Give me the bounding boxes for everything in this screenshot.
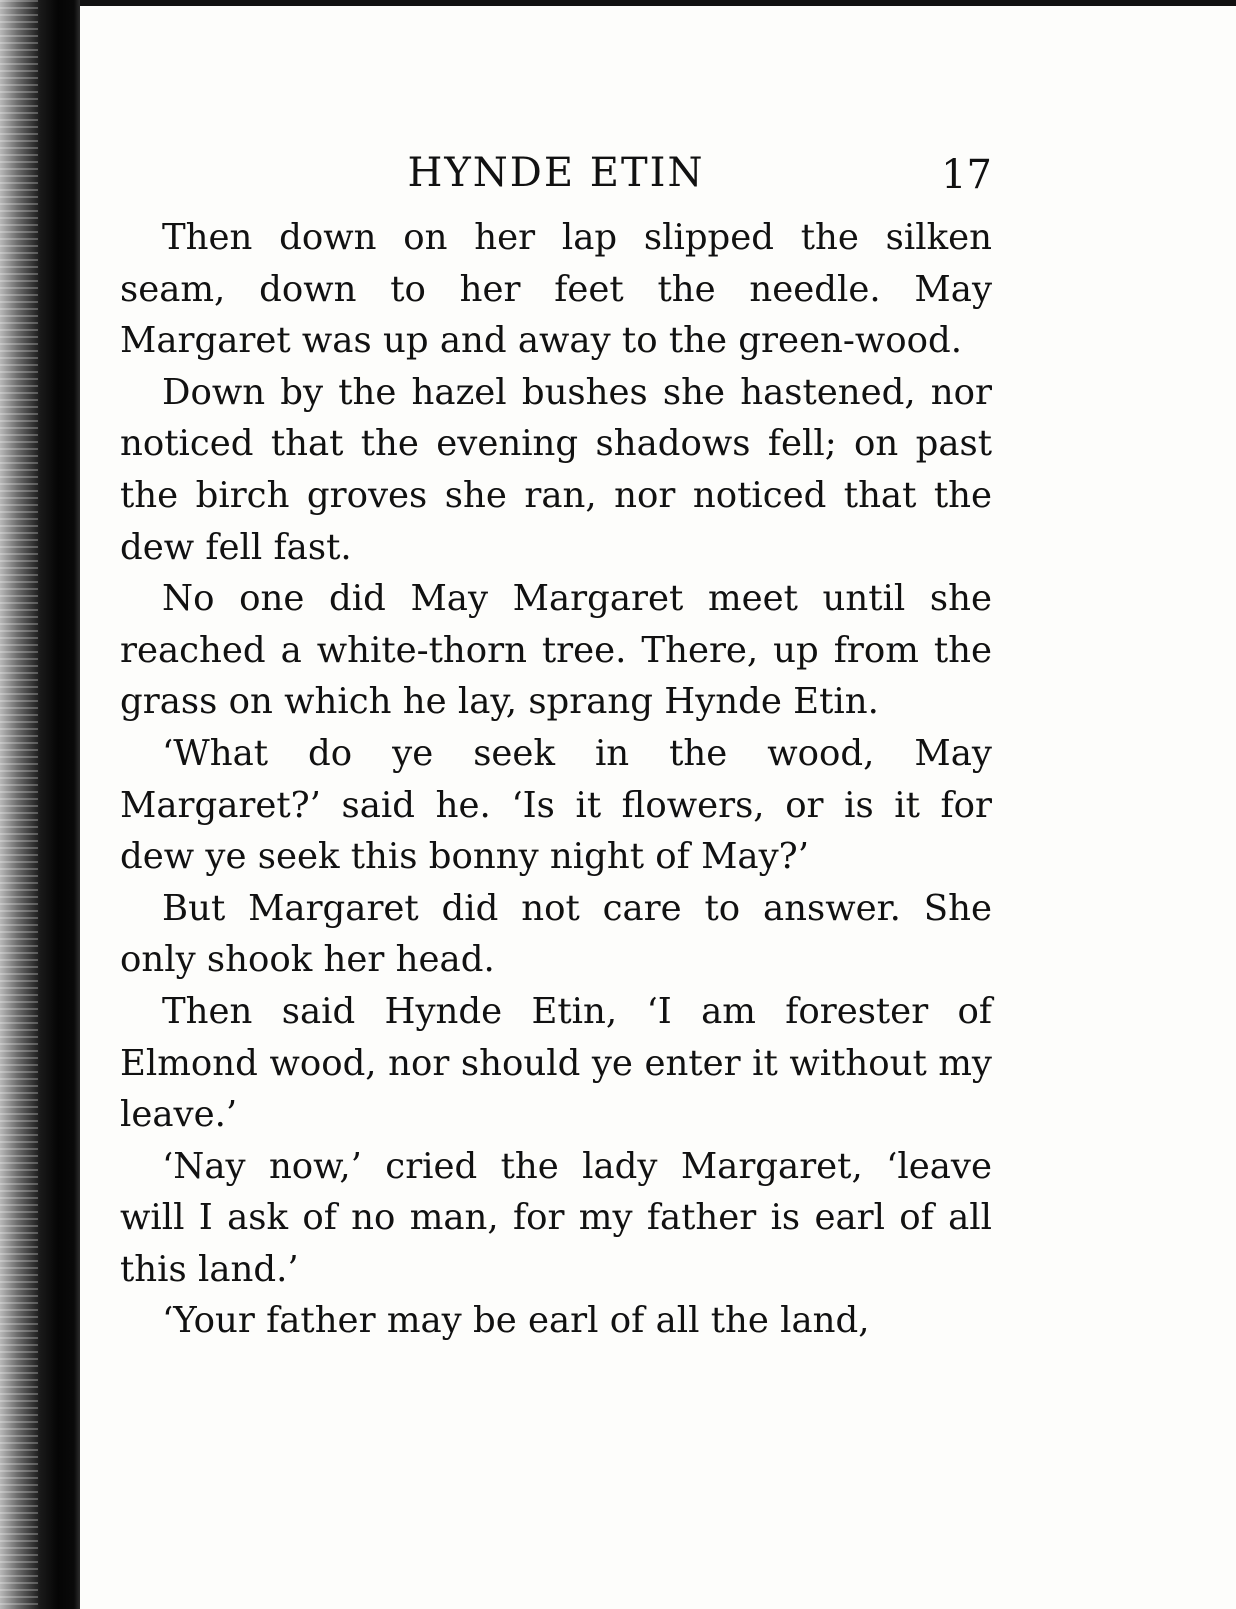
running-head (120, 148, 992, 198)
spine-texture (0, 0, 38, 1609)
page-number: 17 (941, 152, 992, 198)
book-spine-shadow (0, 0, 80, 1609)
paragraph: Down by the hazel bushes she hastened, nor noticed that the evening shadows fell; on past the birch groves she ran, nor noticed that the dew fell fast. (120, 371, 992, 568)
paragraph: ‘Your father may be earl of all the land, (162, 1300, 870, 1342)
paragraph: No one did May Margaret meet until she reached a white-thorn tree. There, up from the grass on which he lay, sprang Hynde Etin. (120, 578, 992, 723)
paragraph: But Margaret did not care to answer. She only shook her head. (120, 887, 992, 981)
paragraph: ‘Nay now,’ cried the lady Margaret, ‘leave will I ask of no man, for my father is earl of all this land.’ (120, 1145, 992, 1290)
page-top-edge (80, 0, 1236, 6)
paragraph: Then down on her lap slipped the silken seam, down to her feet the needle. May Margaret was up and away to the green-wood. (120, 217, 992, 362)
body-text (120, 212, 992, 1347)
paragraph: Then said Hynde Etin, ‘I am forester of Elmond wood, nor should ye enter it without my leave.’ (120, 990, 992, 1136)
running-title: HYNDE ETIN (407, 150, 705, 196)
paragraph: ‘What do ye seek in the wood, May Margaret?’ said he. ‘Is it flowers, or is it for dew ye seek this bonny night of May?’ (120, 732, 992, 878)
